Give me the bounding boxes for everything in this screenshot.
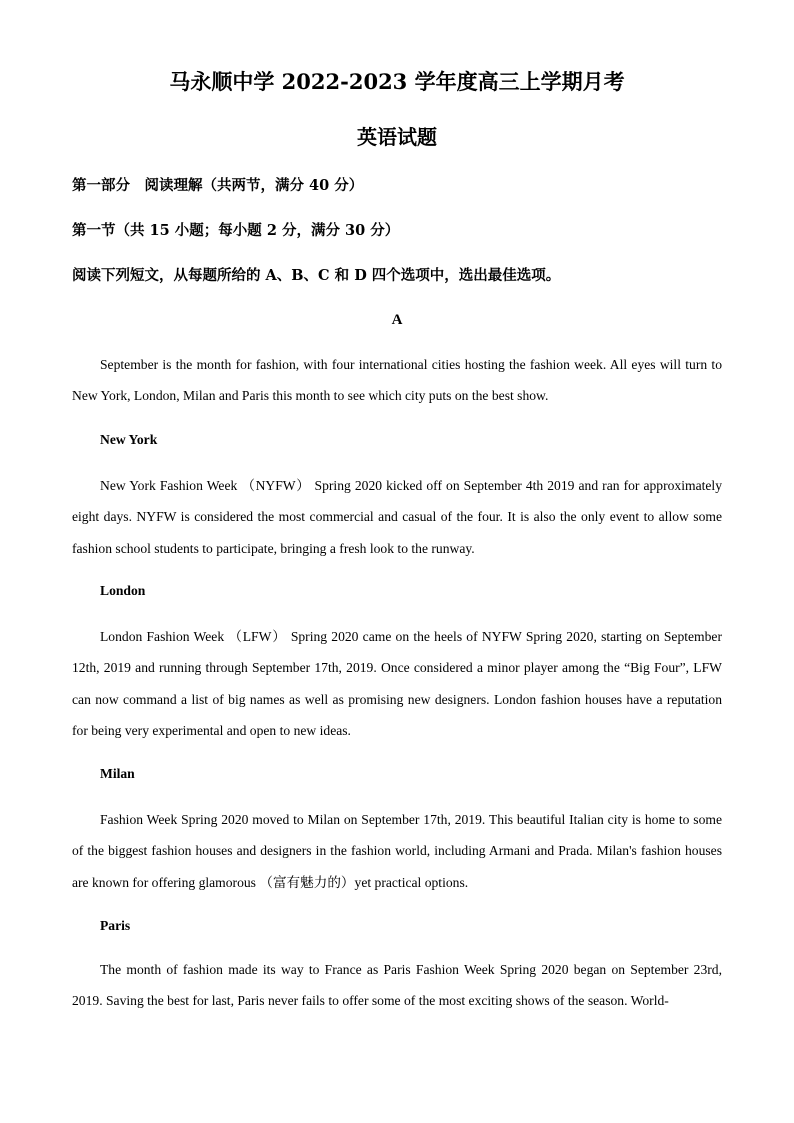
london-paragraph: London Fashion Week （LFW） Spring 2020 came on the heels of NYFW Spring 2020, starting on September 12th, 2019 and running through September 17th, 2019. Once considered a minor player among the “Big Four”, LFW can now command a list of big names as well as promising new designers. London fashion houses have a reputation for being very experimental and open to new ideas.: [72, 629, 722, 738]
passage-label: A: [391, 312, 403, 328]
milan-heading: Milan: [100, 766, 135, 781]
exam-subtitle: 英语试题: [357, 125, 437, 149]
london-heading: London: [100, 583, 146, 598]
section-one-heading: 第一节（共 15 小题；每小题 2 分，满分 30 分）: [72, 222, 400, 239]
exam-title: 马永顺中学 2022-2023 学年度高三上学期月考: [169, 69, 625, 94]
paris-heading: Paris: [100, 918, 131, 933]
milan-paragraph: Fashion Week Spring 2020 moved to Milan on September 17th, 2019. This beautiful Italian city is home to some of the biggest fashion houses and designers in the fashion world, including Armani and Prada. Milan's fashion houses are known for offering glamorous （富有魅力的）yet practical options.: [72, 812, 722, 890]
new-york-heading: New York: [100, 432, 158, 447]
instruction-text: 阅读下列短文，从每题所给的 A、B、C 和 D 四个选项中，选出最佳选项。: [72, 267, 561, 284]
paris-paragraph: The month of fashion made its way to France as Paris Fashion Week Spring 2020 began on September 23rd, 2019. Saving the best for last, Paris never fails to offer some of the most exciting shows of the season. World-: [72, 962, 722, 1009]
intro-paragraph: September is the month for fashion, with four international cities hosting the fashion week. All eyes will turn to New York, London, Milan and Paris this month to see which city puts on the best show.: [72, 357, 722, 404]
part-one-heading: 第一部分 阅读理解（共两节，满分 40 分）: [72, 177, 364, 194]
new-york-paragraph: New York Fashion Week （NYFW） Spring 2020 kicked off on September 4th 2019 and ran for approximately eight days. NYFW is considered the most commercial and casual of the four. It is also the only event to allow some fashion school students to participate, bringing a fresh look to the runway.: [72, 478, 722, 556]
